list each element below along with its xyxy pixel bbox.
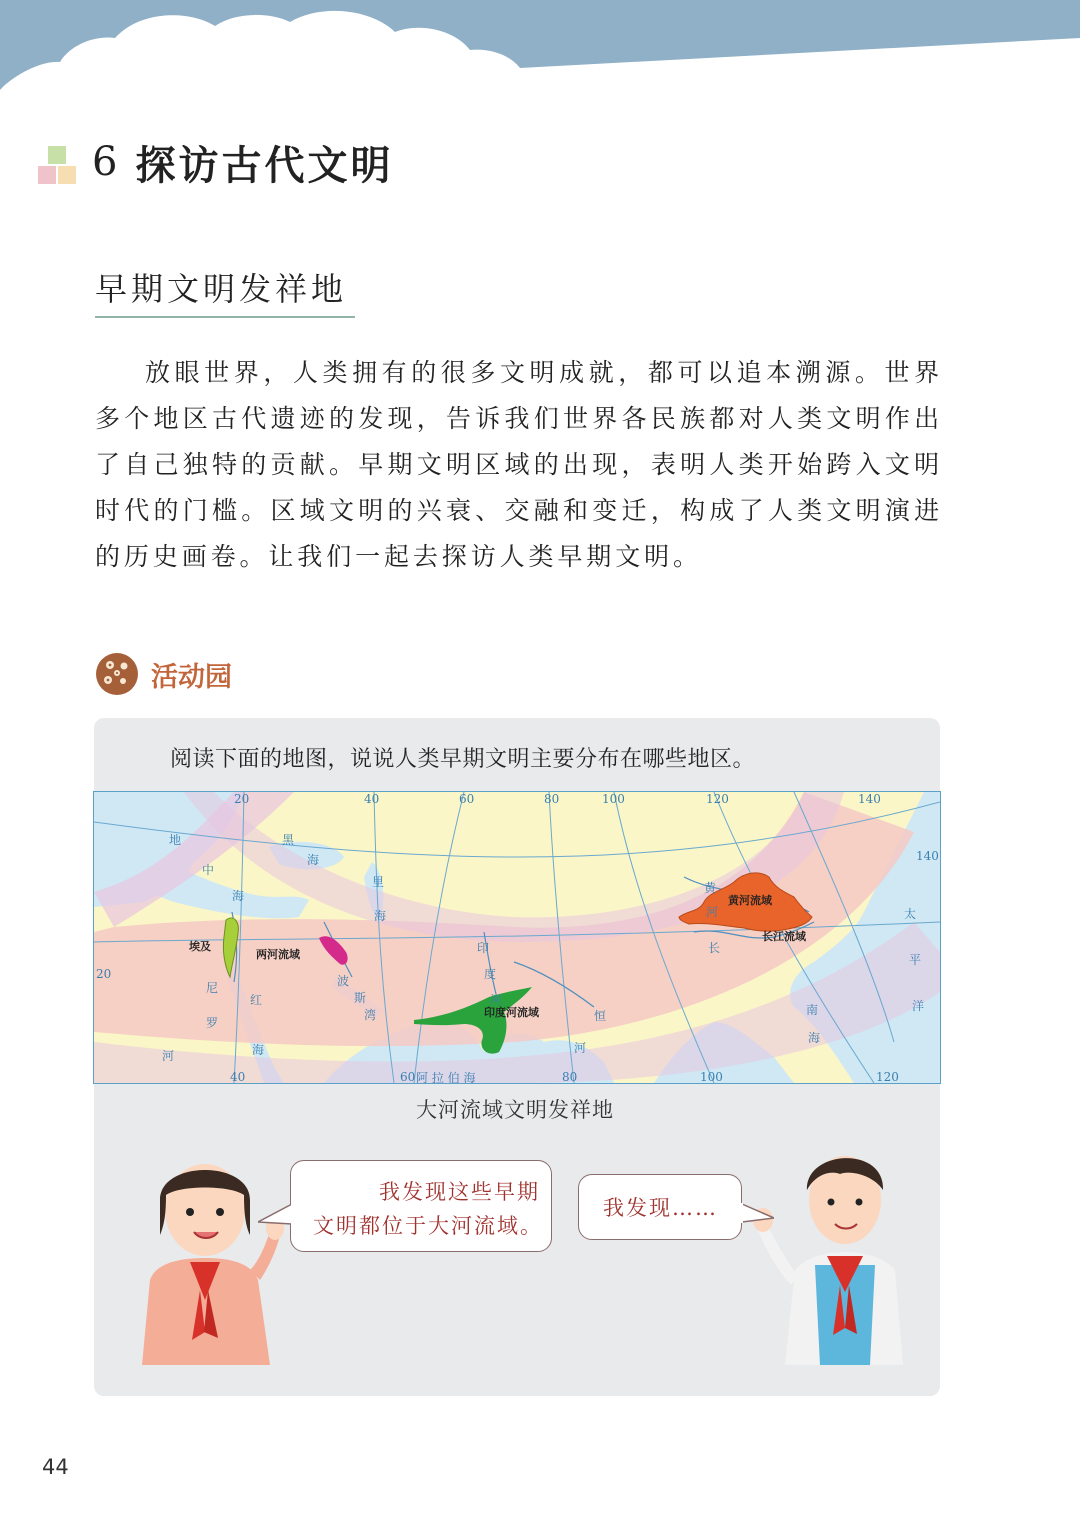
sea-label: 海 xyxy=(232,889,245,903)
sea-label: 湾 xyxy=(364,1008,377,1022)
sea-label: 太 xyxy=(904,907,917,921)
longitude-label: 120 xyxy=(706,792,729,806)
longitude-label: 100 xyxy=(602,792,625,806)
sea-label: 河 xyxy=(574,1041,587,1055)
girl-speech-line1: 我发现这些早期 xyxy=(379,1180,540,1204)
longitude-label: 60 xyxy=(459,792,475,806)
section-title: 早期文明发祥地 xyxy=(95,270,348,308)
mesopotamia-label: 两河流域 xyxy=(256,948,300,961)
sea-label: 波 xyxy=(337,974,350,988)
sea-label: 印 xyxy=(477,941,490,955)
latitude-label: 140 xyxy=(916,849,939,863)
girl-speech-bubble xyxy=(290,1160,552,1252)
sea-label: 尼 xyxy=(206,981,219,995)
sea-label: 河 xyxy=(162,1049,175,1063)
section-heading xyxy=(95,264,355,318)
intro-text: 放眼世界，人类拥有的很多文明成就，都可以追本溯源。世界多个地区古代遗迹的发现，告诉我们世界各民族都对人类文明作出了自己独特的贡献。早期文明区域的出现，表明人类开始跨入文明时代的门槛。区域文明的兴衰、交融和变迁，构成了人类文明演进的历史画卷。让我们一起去探访人类早期文明。 xyxy=(95,358,943,571)
yellow-river-label: 黄河流域 xyxy=(728,894,772,907)
sea-label: 黄 xyxy=(704,881,717,895)
girl-bubble-tail xyxy=(258,1200,294,1230)
sea-label: 恒 xyxy=(594,1009,607,1023)
longitude-label: 120 xyxy=(876,1070,899,1083)
longitude-label: 40 xyxy=(364,792,380,806)
sea-label: 河 xyxy=(490,993,503,1007)
longitude-label: 100 xyxy=(700,1070,723,1083)
sea-label: 里 xyxy=(372,875,385,889)
longitude-label: 80 xyxy=(544,792,560,806)
activity-instruction: 阅读下面的地图，说说人类早期文明主要分布在哪些地区。 xyxy=(170,747,756,772)
intro-paragraph xyxy=(95,350,943,580)
sea-label: 海 xyxy=(252,1043,265,1057)
longitude-label: 80 xyxy=(562,1070,578,1083)
boy-illustration xyxy=(745,1130,925,1365)
chapter-number: 6 xyxy=(92,139,118,185)
header-cloud-band xyxy=(0,0,1080,130)
flower-badge-icon xyxy=(95,652,139,696)
sea-label: 黑 xyxy=(282,833,295,847)
activity-label: 活动园 xyxy=(151,661,232,693)
boy-speech-text: 我发现…… xyxy=(603,1196,718,1220)
sea-label: 河 xyxy=(706,905,719,919)
chapter-title: 探访古代文明 xyxy=(135,141,394,189)
egypt-label: 埃及 xyxy=(189,940,211,953)
longitude-label: 40 xyxy=(230,1070,246,1083)
sea-label: 红 xyxy=(250,993,263,1007)
boy-bubble-tail xyxy=(740,1200,774,1228)
chapter-heading xyxy=(36,132,393,192)
longitude-label: 140 xyxy=(858,792,881,806)
sea-label: 南 xyxy=(806,1003,819,1017)
girl-illustration xyxy=(120,1140,290,1365)
sea-label: 长 xyxy=(708,941,721,955)
sea-label: 海 xyxy=(808,1031,821,1045)
indus-label: 印度河流域 xyxy=(484,1006,539,1019)
sea-label: 海 xyxy=(374,909,387,923)
chapter-squares-icon xyxy=(36,140,78,184)
sea-label: 海 xyxy=(307,853,320,867)
longitude-label: 60 xyxy=(400,1070,416,1083)
boy-speech-bubble xyxy=(578,1174,742,1240)
latitude-label: 20 xyxy=(96,967,112,981)
girl-speech-line2: 文明都位于大河流域。 xyxy=(313,1214,543,1238)
activity-header xyxy=(95,650,232,698)
yangtze-label: 长江流域 xyxy=(762,930,806,943)
map-caption: 大河流域文明发祥地 xyxy=(416,1098,614,1122)
sea-label: 度 xyxy=(484,967,497,981)
sea-label: 阿 拉 伯 海 xyxy=(416,1071,476,1083)
longitude-label: 20 xyxy=(234,792,250,806)
sea-label: 斯 xyxy=(354,991,367,1005)
sea-label: 地 xyxy=(169,833,182,847)
civilization-map xyxy=(93,791,941,1084)
sea-label: 中 xyxy=(202,863,215,877)
sea-label: 洋 xyxy=(912,999,925,1013)
page-number: 44 xyxy=(42,1455,69,1479)
sea-label: 平 xyxy=(909,953,922,967)
sea-label: 罗 xyxy=(206,1016,219,1030)
